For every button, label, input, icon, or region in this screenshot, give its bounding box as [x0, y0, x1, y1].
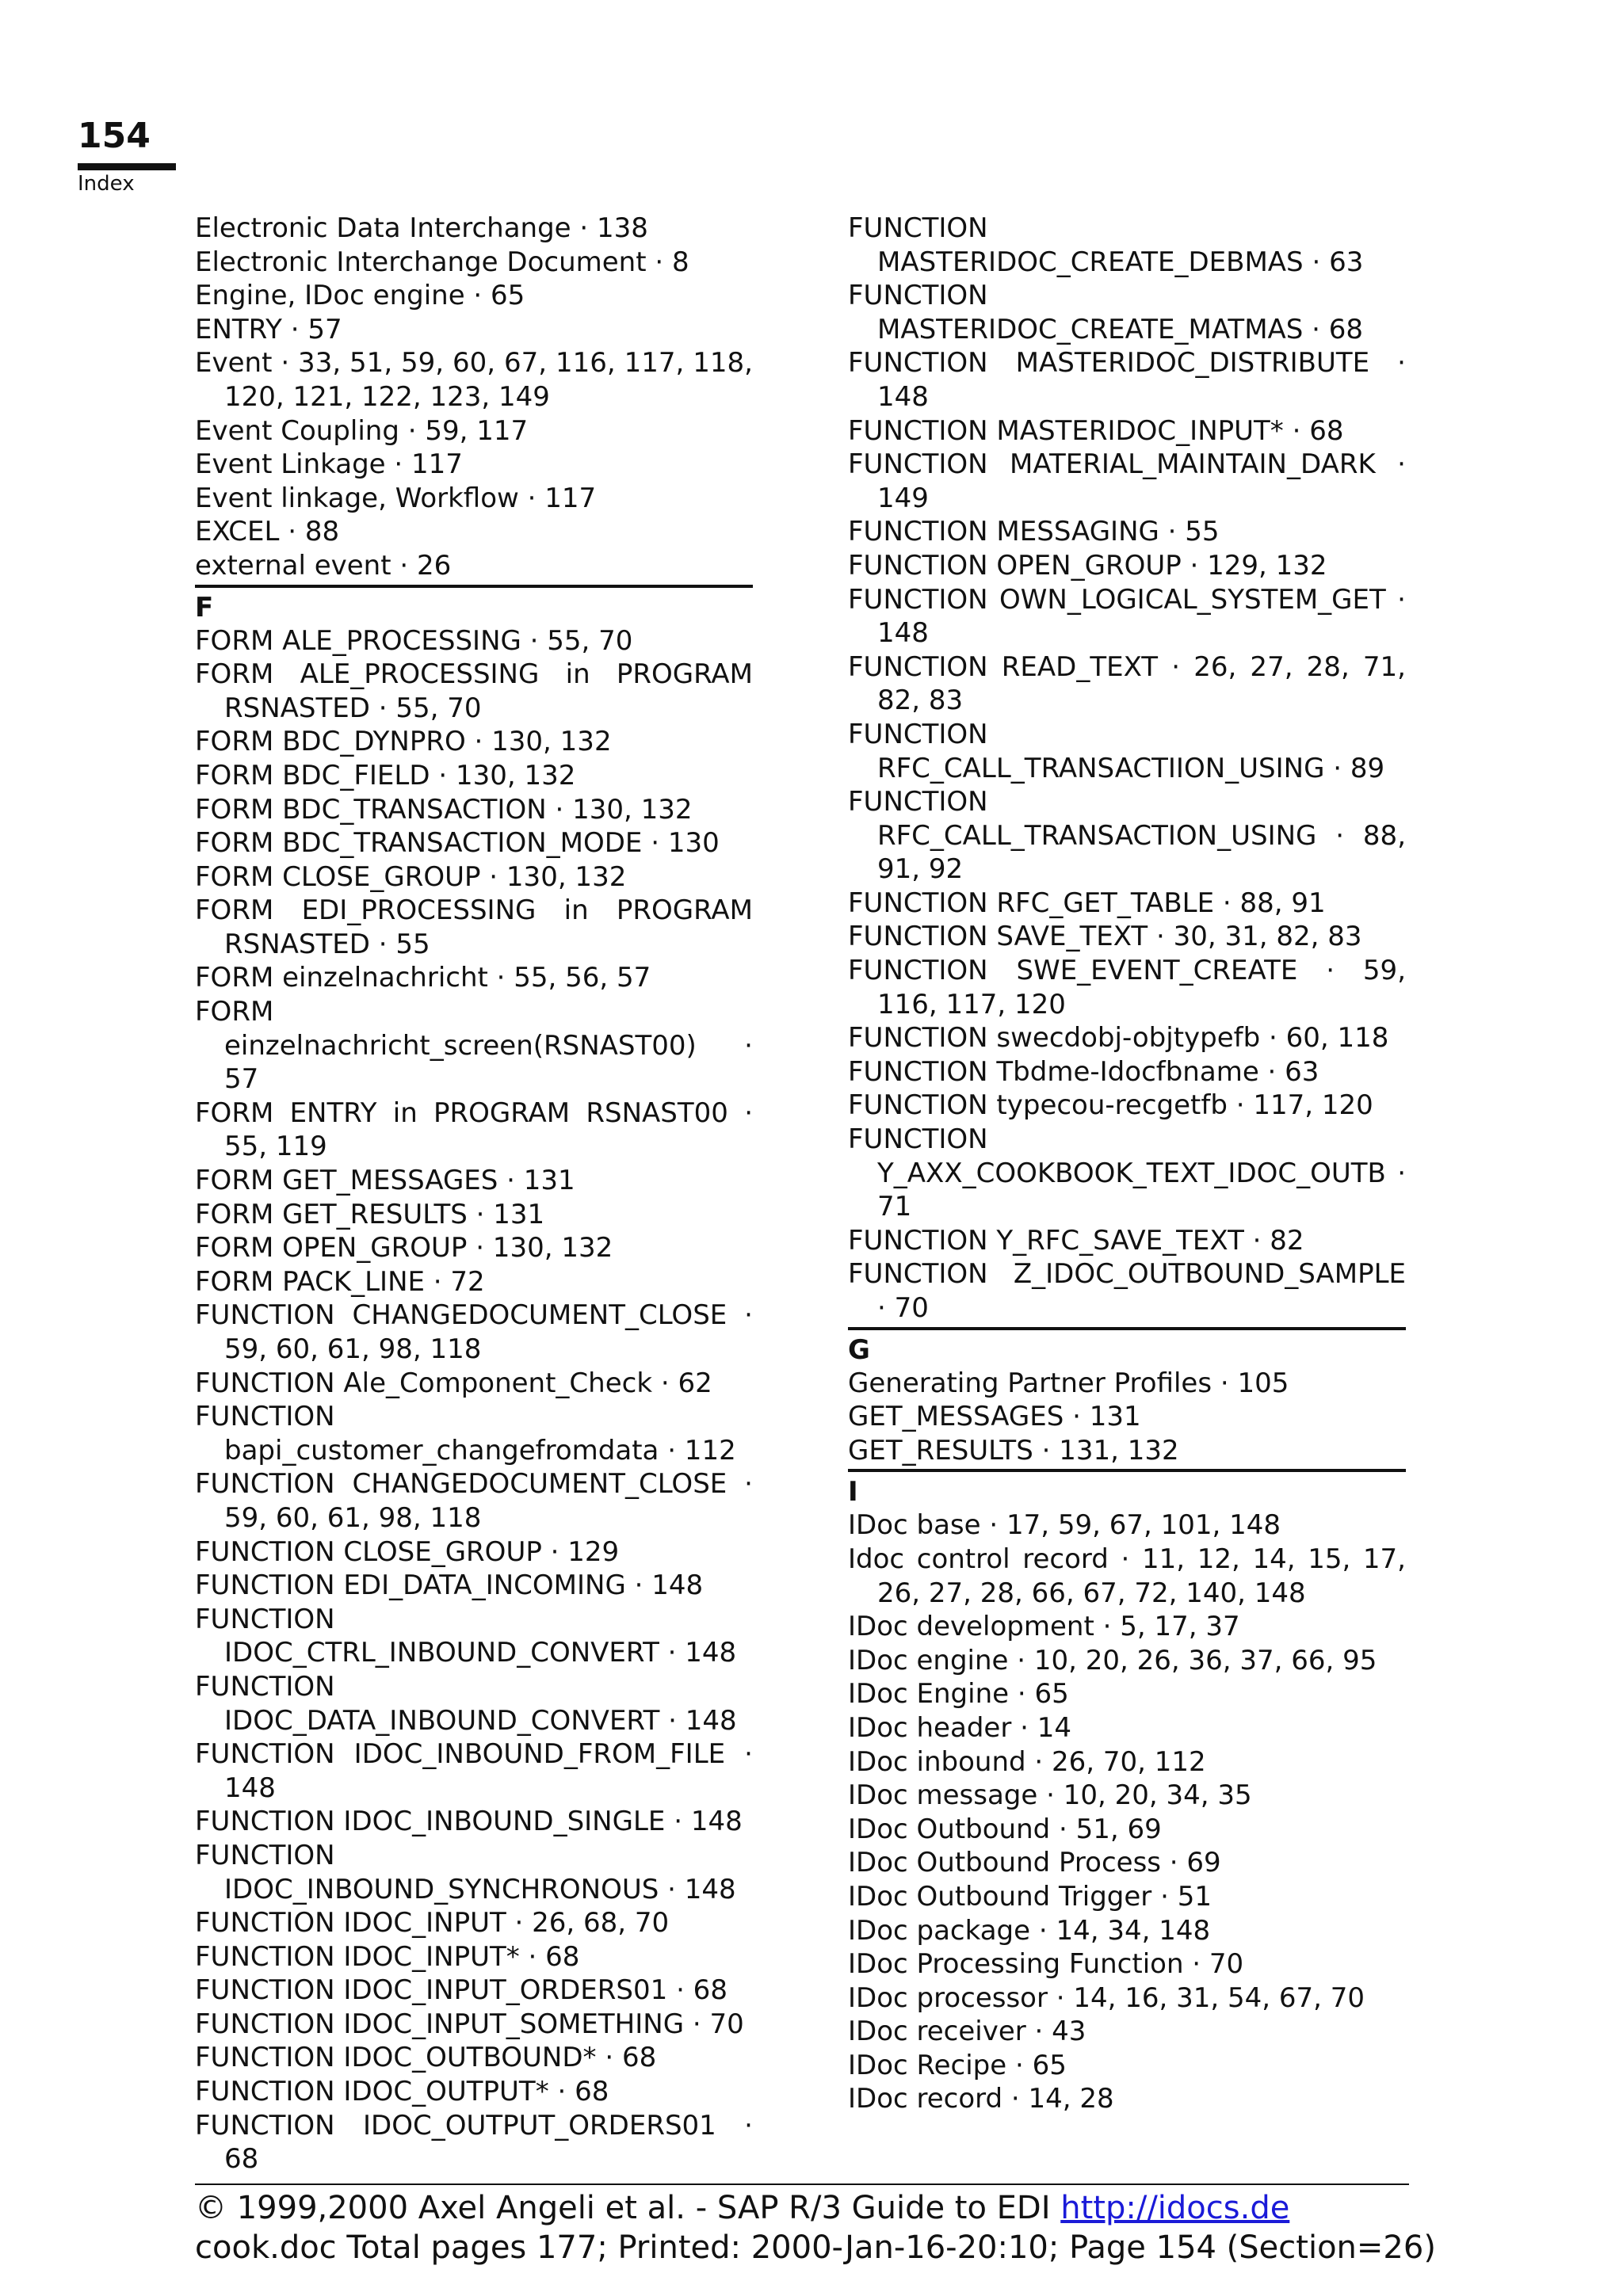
index-entry: FUNCTION Y_RFC_SAVE_TEXT · 82: [848, 1224, 1304, 1257]
index-entry: external event · 26: [195, 549, 452, 582]
footer: [195, 2188, 1436, 2267]
index-entry: FUNCTION IDOC_OUTPUT* · 68: [195, 2076, 609, 2108]
index-entry: FUNCTION OWN_LOGICAL_SYSTEM_GET · 148: [848, 583, 1406, 650]
index-entry: FUNCTION SAVE_TEXT · 30, 31, 82, 83: [848, 921, 1362, 953]
index-entry: IDoc base · 17, 59, 67, 101, 148: [848, 1509, 1281, 1542]
index-entry: IDoc development · 5, 17, 37: [848, 1611, 1240, 1643]
index-entry: FORM ALE_PROCESSING · 55, 70: [195, 624, 633, 657]
index-entry: FORM PACK_LINE · 72: [195, 1265, 485, 1298]
index-entry: Engine, IDoc engine · 65: [195, 280, 525, 312]
index-entry: IDoc record · 14, 28: [848, 2083, 1114, 2115]
index-entry: FORM BDC_TRANSACTION_MODE · 130: [195, 827, 720, 860]
section-divider: [848, 1469, 1406, 1472]
index-entry: FUNCTION Z_IDOC_OUTBOUND_SAMPLE · 70: [848, 1258, 1406, 1324]
index-entry: ENTRY · 57: [195, 313, 342, 345]
index-entry: FUNCTION bapi_customer_changefromdata · 112: [195, 1401, 736, 1466]
index-entry: FORM BDC_DYNPRO · 130, 132: [195, 726, 612, 758]
section-label: Index: [78, 172, 135, 196]
index-entry: FUNCTION MASTERIDOC_CREATE_DEBMAS · 63: [848, 212, 1364, 278]
index-entry: FUNCTION RFC_CALL_TRANSACTIION_USING · 89: [848, 718, 1385, 784]
index-entry: EXCEL · 88: [195, 516, 340, 548]
index-entry: FUNCTION typecou-recgetfb · 117, 120: [848, 1089, 1373, 1122]
index-entry: FUNCTION CLOSE_GROUP · 129: [195, 1535, 620, 1568]
index-entry: IDoc Recipe · 65: [848, 2049, 1067, 2081]
index-entry: FUNCTION MASTERIDOC_DISTRIBUTE · 148: [848, 347, 1406, 413]
footer-line-1: [195, 2188, 1436, 2228]
section-letter: F: [195, 591, 214, 624]
index-entry: FUNCTION IDOC_OUTBOUND* · 68: [195, 2042, 657, 2074]
index-entry: FORM BDC_FIELD · 130, 132: [195, 759, 576, 791]
index-entry: FUNCTION swecdobj-objtypefb · 60, 118: [848, 1022, 1389, 1055]
index-entry: FORM ALE_PROCESSING in PROGRAM RSNASTED · 55, 70: [195, 658, 753, 724]
index-column-right: [848, 212, 1406, 2116]
index-entry: FORM EDI_PROCESSING in PROGRAM RSNASTED · 55: [195, 894, 753, 960]
index-entry: Electronic Interchange Document · 8: [195, 246, 689, 278]
index-entry: IDoc Outbound · 51, 69: [848, 1813, 1162, 1845]
index-entry: FUNCTION IDOC_INBOUND_FROM_FILE · 148: [195, 1738, 753, 1804]
footer-rule: [195, 2183, 1409, 2185]
section-divider: [195, 585, 753, 588]
index-entry: IDoc Engine · 65: [848, 1678, 1069, 1711]
index-entry: FUNCTION CHANGEDOCUMENT_CLOSE · 59, 60, 61, 98, 118: [195, 1468, 753, 1534]
index-entry: FORM BDC_TRANSACTION · 130, 132: [195, 793, 693, 826]
index-entry: Event · 33, 51, 59, 60, 67, 116, 117, 118, 120, 121, 122, 123, 149: [195, 347, 753, 413]
index-entry: FUNCTION READ_TEXT · 26, 27, 28, 71, 82, 83: [848, 650, 1406, 717]
index-entry: FUNCTION IDOC_OUTPUT_ORDERS01 · 68: [195, 2109, 753, 2176]
index-entry: FUNCTION IDOC_INBOUND_SYNCHRONOUS · 148: [195, 1839, 736, 1905]
index-entry: FUNCTION IDOC_INPUT_SOMETHING · 70: [195, 2008, 744, 2040]
index-entry: FUNCTION IDOC_CTRL_INBOUND_CONVERT · 148: [195, 1603, 737, 1669]
index-entry: Event Linkage · 117: [195, 448, 463, 481]
index-entry: IDoc header · 14: [848, 1711, 1071, 1744]
index-entry: Event Coupling · 59, 117: [195, 414, 529, 447]
header-rule: [78, 163, 176, 170]
index-entry: FUNCTION MASTERIDOC_CREATE_MATMAS · 68: [848, 280, 1364, 345]
index-entry: FUNCTION RFC_CALL_TRANSACTION_USING · 88, 91, 92: [848, 786, 1406, 886]
website-link[interactable]: http://idocs.de: [1060, 2190, 1290, 2226]
index-entry: FUNCTION Ale_Component_Check · 62: [195, 1367, 712, 1399]
index-entry: IDoc processor · 14, 16, 31, 54, 67, 70: [848, 1981, 1365, 2014]
section-divider: [848, 1327, 1406, 1330]
index-entry: FUNCTION SWE_EVENT_CREATE · 59, 116, 117, 120: [848, 955, 1406, 1020]
copyright-text: © 1999,2000 Axel Angeli et al. - SAP R/3 Guide to EDI: [195, 2190, 1061, 2226]
index-entry: IDoc engine · 10, 20, 26, 36, 37, 66, 95: [848, 1644, 1377, 1676]
index-entry: FUNCTION IDOC_INPUT · 26, 68, 70: [195, 1907, 670, 1939]
index-entry: Event linkage, Workflow · 117: [195, 482, 597, 514]
index-entry: IDoc message · 10, 20, 34, 35: [848, 1779, 1252, 1812]
index-entry: FORM OPEN_GROUP · 130, 132: [195, 1232, 613, 1264]
section-letter: G: [848, 1333, 870, 1366]
index-entry: FUNCTION IDOC_INBOUND_SINGLE · 148: [195, 1806, 743, 1838]
index-entry: FUNCTION CHANGEDOCUMENT_CLOSE · 59, 60, 61, 98, 118: [195, 1299, 753, 1365]
index-entry: FORM einzelnachricht · 55, 56, 57: [195, 962, 651, 994]
index-entry: Idoc control record · 11, 12, 14, 15, 17, 26, 27, 28, 66, 67, 72, 140, 148: [848, 1543, 1406, 1609]
index-entry: Generating Partner Profiles · 105: [848, 1367, 1289, 1399]
index-entry: FUNCTION MESSAGING · 55: [848, 516, 1220, 548]
page-number: 154: [78, 116, 151, 156]
index-entry: FUNCTION MATERIAL_MAINTAIN_DARK · 149: [848, 448, 1406, 514]
index-entry: IDoc Outbound Process · 69: [848, 1847, 1221, 1879]
index-entry: FUNCTION Y_AXX_COOKBOOK_TEXT_IDOC_OUTB · 71: [848, 1123, 1406, 1223]
index-entry: FUNCTION EDI_DATA_INCOMING · 148: [195, 1569, 704, 1602]
index-entry: GET_MESSAGES · 131: [848, 1401, 1141, 1433]
index-entry: FORM GET_MESSAGES · 131: [195, 1165, 575, 1197]
index-entry: IDoc Outbound Trigger · 51: [848, 1880, 1212, 1913]
index-entry: FORM ENTRY in PROGRAM RSNAST00 · 55, 119: [195, 1097, 753, 1163]
index-entry: IDoc receiver · 43: [848, 2016, 1086, 2048]
index-entry: FUNCTION MASTERIDOC_INPUT* · 68: [848, 414, 1344, 447]
index-entry: IDoc inbound · 26, 70, 112: [848, 1745, 1206, 1778]
index-entry: Electronic Data Interchange · 138: [195, 212, 648, 244]
index-entry: FORM CLOSE_GROUP · 130, 132: [195, 860, 627, 893]
index-entry: FUNCTION IDOC_INPUT_ORDERS01 · 68: [195, 1974, 727, 2007]
index-column-left: [195, 212, 753, 2176]
index-entry: IDoc Processing Function · 70: [848, 1948, 1244, 1981]
index-entry: GET_RESULTS · 131, 132: [848, 1434, 1179, 1466]
index-entry: FUNCTION OPEN_GROUP · 129, 132: [848, 549, 1327, 582]
print-info: cook.doc Total pages 177; Printed: 2000-Jan-16-20:10; Page 154 (Section=26): [195, 2229, 1436, 2266]
index-entry: FUNCTION IDOC_INPUT* · 68: [195, 1940, 580, 1973]
index-entry: IDoc package · 14, 34, 148: [848, 1914, 1211, 1947]
index-entry: FUNCTION Tbdme-Idocfbname · 63: [848, 1055, 1319, 1088]
index-entry: FUNCTION RFC_GET_TABLE · 88, 91: [848, 887, 1326, 919]
index-entry: FORM einzelnachricht_screen(RSNAST00) · 57: [195, 996, 753, 1096]
index-entry: FORM GET_RESULTS · 131: [195, 1198, 545, 1230]
section-letter: I: [848, 1476, 858, 1508]
index-entry: FUNCTION IDOC_DATA_INBOUND_CONVERT · 148: [195, 1670, 737, 1737]
